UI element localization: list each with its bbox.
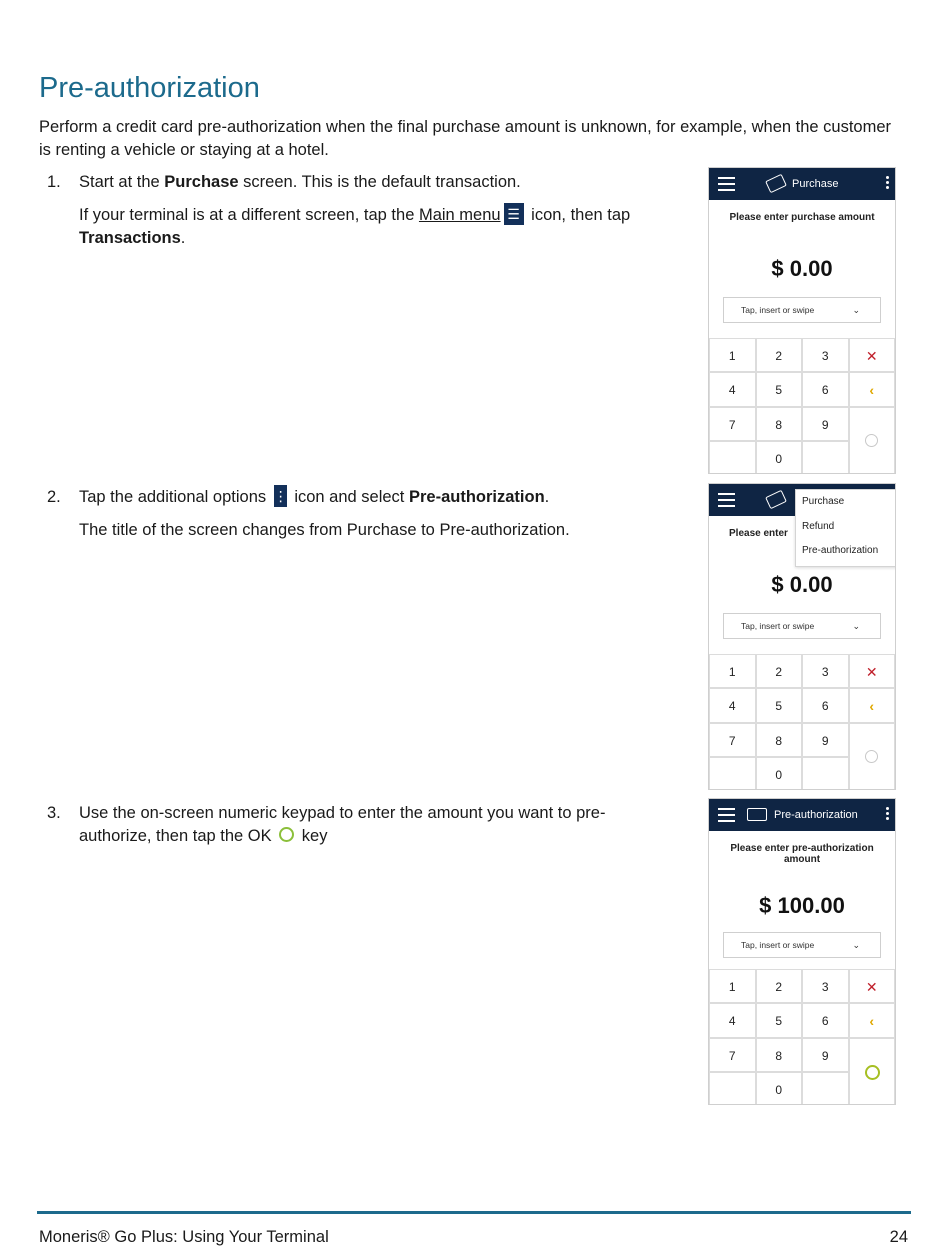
keypad-key-6[interactable]: 6	[802, 1003, 849, 1037]
step-1	[39, 171, 649, 260]
terminal-title-text: Purchase	[792, 178, 839, 190]
step-2	[39, 486, 649, 552]
keypad-key-3[interactable]: 3	[802, 338, 849, 372]
keypad-key-4[interactable]: 4	[709, 688, 756, 722]
keypad-key-3[interactable]: 3	[802, 654, 849, 688]
text: .	[180, 229, 186, 247]
backspace-key[interactable]: ‹	[849, 688, 896, 722]
backspace-key[interactable]: ‹	[849, 1003, 896, 1037]
keypad-key-9[interactable]: 9	[802, 723, 849, 757]
keypad-key-2[interactable]: 2	[756, 969, 803, 1003]
terminal-title	[747, 799, 858, 831]
terminal-screenshot-options-menu	[708, 483, 896, 790]
tag-icon	[765, 173, 787, 192]
keypad-key-8[interactable]: 8	[756, 723, 803, 757]
keypad-key-2[interactable]: 2	[756, 338, 803, 372]
amount-display: $ 0.00	[771, 572, 833, 597]
keypad-key-4[interactable]: 4	[709, 1003, 756, 1037]
ok-ring-icon	[279, 827, 294, 842]
keypad-key-9[interactable]: 9	[802, 1038, 849, 1072]
keypad-key-1[interactable]: 1	[709, 338, 756, 372]
chevron-down-icon: ⌄	[852, 305, 860, 315]
keypad-key-5[interactable]: 5	[756, 372, 803, 406]
ok-ring-icon	[865, 434, 878, 447]
keypad-key-3[interactable]: 3	[802, 969, 849, 1003]
terminal-screenshot-pre-authorization	[708, 798, 896, 1105]
amount-display: $ 100.00	[759, 893, 845, 918]
text: Use the on-screen numeric keypad to enter the amount you want to pre-authorize, then tap the OK	[79, 804, 606, 845]
keypad-key-5[interactable]: 5	[756, 1003, 803, 1037]
menu-item-refund[interactable]: Refund	[802, 520, 835, 532]
step-1-subtext	[79, 204, 649, 250]
text: Tap the additional options	[79, 488, 271, 506]
keypad-key-0[interactable]: 0	[756, 757, 803, 790]
keypad-key-blank[interactable]	[709, 441, 756, 474]
card-icon	[747, 808, 767, 821]
page-number: 24	[889, 1228, 908, 1246]
amount-prompt: Please enter	[729, 528, 788, 539]
keypad-key-6[interactable]: 6	[802, 688, 849, 722]
amount-display: $ 0.00	[771, 256, 833, 281]
ok-ring-icon	[865, 1065, 880, 1080]
text: icon and select	[289, 488, 409, 506]
clear-key[interactable]: ✕	[849, 969, 896, 1003]
chevron-down-icon: ⌄	[852, 940, 860, 950]
bold-text: Transactions	[79, 229, 181, 247]
terminal-header	[709, 168, 895, 200]
clear-key[interactable]: ✕	[849, 654, 896, 688]
entry-mode-label: Tap, insert or swipe	[741, 621, 815, 631]
step-number: 3.	[47, 804, 61, 822]
chevron-down-icon: ⌄	[852, 621, 860, 631]
terminal-screenshot-purchase	[708, 167, 896, 474]
ok-key[interactable]	[849, 723, 896, 790]
text: screen. This is the default transaction.	[238, 173, 521, 191]
step-number: 1.	[47, 173, 61, 191]
additional-options-icon: ⋮	[274, 485, 287, 507]
bold-text: Pre-authorization	[408, 488, 545, 506]
keypad-key-8[interactable]: 8	[756, 407, 803, 441]
menu-item-pre-authorization[interactable]: Pre-authorization	[802, 545, 879, 556]
step-2-subtext: The title of the screen changes from Purchase to Pre-authorization.	[79, 521, 570, 539]
menu-item-purchase[interactable]: Purchase	[802, 496, 845, 507]
amount-prompt: Please enter pre-authorization amount	[730, 843, 874, 865]
keypad-key-blank[interactable]	[802, 757, 849, 790]
text: Start at the	[79, 173, 165, 191]
step-3	[39, 802, 649, 858]
step-number: 2.	[47, 488, 61, 506]
hamburger-icon[interactable]	[718, 177, 735, 191]
text: key	[297, 827, 328, 845]
main-menu-link[interactable]: Main menu	[418, 206, 501, 224]
keypad-key-9[interactable]: 9	[802, 407, 849, 441]
amount-prompt: Please enter purchase amount	[729, 212, 875, 223]
backspace-key[interactable]: ‹	[849, 372, 896, 406]
keypad-key-0[interactable]: 0	[756, 441, 803, 474]
text: icon, then tap	[526, 206, 631, 224]
keypad-key-blank[interactable]	[802, 441, 849, 474]
step-1-text	[79, 171, 649, 194]
ok-key[interactable]	[849, 407, 896, 474]
terminal-title-text: Pre-authorization	[774, 809, 858, 821]
kebab-icon[interactable]	[886, 807, 889, 822]
keypad-key-0[interactable]: 0	[756, 1072, 803, 1105]
terminal-title	[767, 484, 792, 516]
terminal-title	[767, 168, 838, 200]
text: If your terminal is at a different screen, tap the	[79, 206, 419, 224]
step-2-text	[79, 486, 649, 509]
page-title: Pre-authorization	[39, 72, 260, 104]
bold-text: Purchase	[164, 173, 239, 191]
step-3-text	[79, 802, 649, 848]
keypad-key-6[interactable]: 6	[802, 372, 849, 406]
keypad-key-7[interactable]: 7	[709, 1038, 756, 1072]
entry-mode-select[interactable]	[723, 297, 881, 323]
ok-key[interactable]	[849, 1038, 896, 1105]
kebab-icon[interactable]	[886, 176, 889, 191]
keypad-key-blank[interactable]	[802, 1072, 849, 1105]
hamburger-icon[interactable]	[718, 493, 735, 507]
entry-mode-label: Tap, insert or swipe	[741, 940, 815, 950]
footer-divider	[37, 1211, 911, 1214]
clear-key[interactable]: ✕	[849, 338, 896, 372]
entry-mode-label: Tap, insert or swipe	[741, 305, 815, 315]
tag-icon	[765, 489, 787, 508]
text: .	[544, 488, 550, 506]
keypad-key-8[interactable]: 8	[756, 1038, 803, 1072]
footer-document-title: Moneris® Go Plus: Using Your Terminal	[39, 1228, 329, 1246]
keypad-key-2[interactable]: 2	[756, 654, 803, 688]
ok-ring-icon	[865, 750, 878, 763]
keypad-key-1[interactable]: 1	[709, 969, 756, 1003]
keypad-key-7[interactable]: 7	[709, 723, 756, 757]
entry-mode-select[interactable]	[723, 613, 881, 639]
keypad-key-4[interactable]: 4	[709, 372, 756, 406]
entry-mode-select[interactable]	[723, 932, 881, 958]
keypad-key-blank[interactable]	[709, 1072, 756, 1105]
keypad-key-5[interactable]: 5	[756, 688, 803, 722]
keypad-key-blank[interactable]	[709, 757, 756, 790]
intro-paragraph: Perform a credit card pre-authorization when the final purchase amount is unknown, for example, when the customer is renting a vehicle or staying at a hotel.	[39, 118, 892, 159]
terminal-header	[709, 799, 895, 831]
main-menu-icon: ☰	[504, 203, 524, 225]
options-dropdown-menu	[795, 489, 896, 567]
keypad-key-7[interactable]: 7	[709, 407, 756, 441]
keypad-key-1[interactable]: 1	[709, 654, 756, 688]
hamburger-icon[interactable]	[718, 808, 735, 822]
